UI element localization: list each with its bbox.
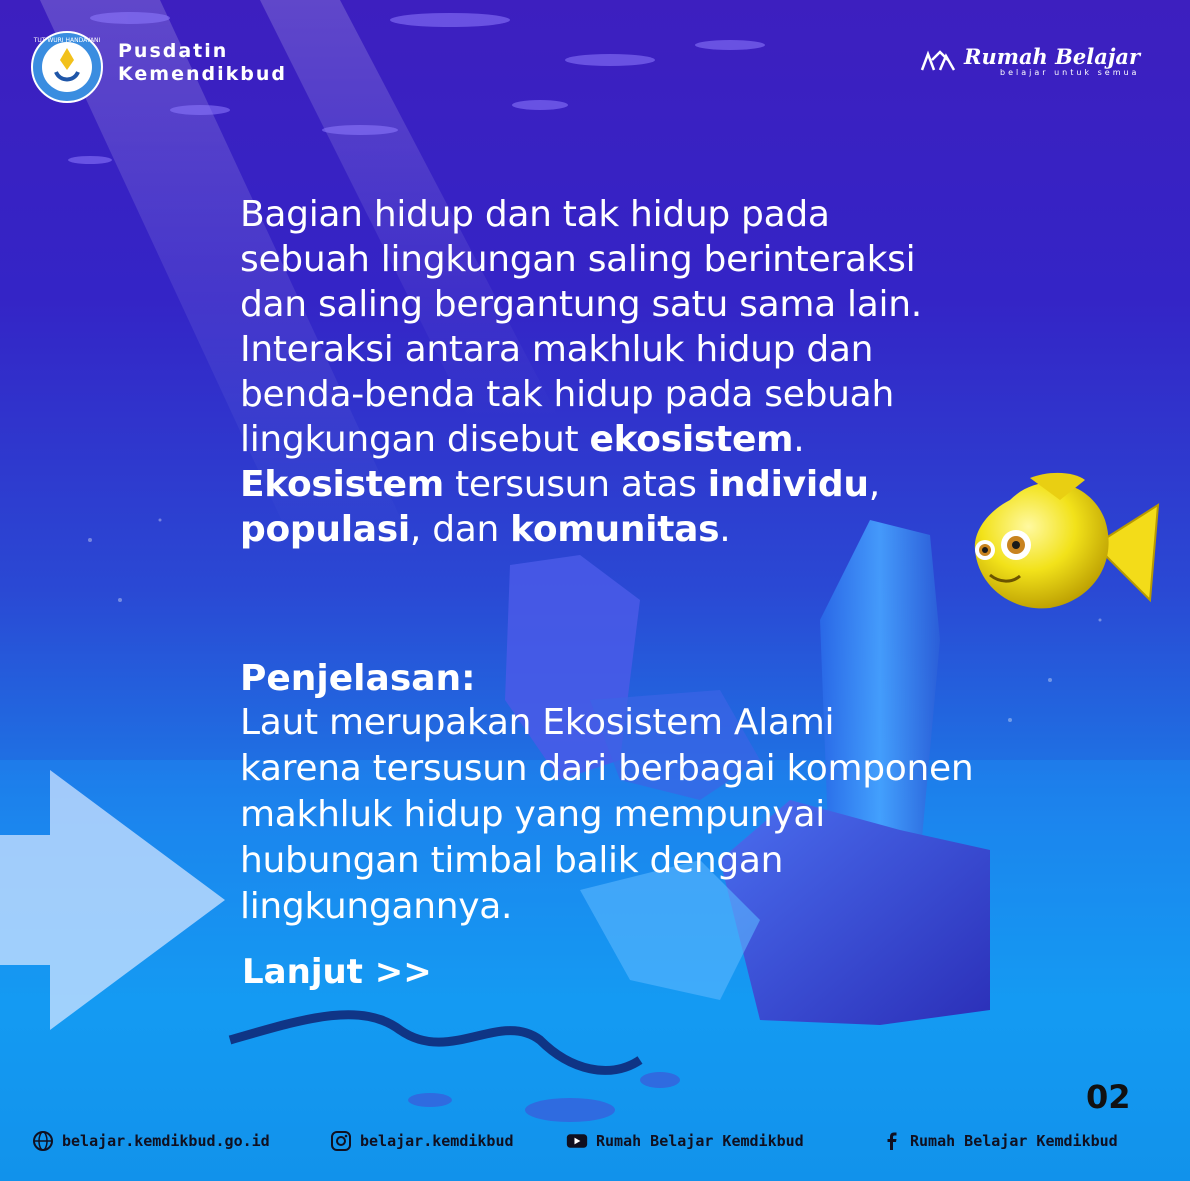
explanation-body: Laut merupakan Ekosistem Alami karena tersusun dari berbagai komponen makhluk hidup yang mempunyai hubungan timbal balik dengan lingkungannya. <box>240 702 974 927</box>
footer-facebook[interactable] <box>880 1130 1118 1152</box>
page-number: 02 <box>1086 1078 1131 1116</box>
paragraph-text: , dan <box>409 509 511 550</box>
paragraph-text: Bagian hidup dan tak hidup pada sebuah lingkungan saling berinteraksi dan saling bergantung satu sama lain. Interaksi antara makhluk hidup dan benda-benda tak hidup pada sebuah lingkungan disebut <box>240 194 922 460</box>
org-name <box>118 40 287 86</box>
paragraph-text: . <box>793 419 805 460</box>
instagram-icon <box>330 1130 352 1152</box>
logo-motto: TUT WURI HANDAYANI <box>33 37 101 44</box>
brand-tagline: belajar untuk semua <box>1000 68 1140 77</box>
website-label: belajar.kemdikbud.go.id <box>62 1132 270 1150</box>
youtube-icon <box>566 1130 588 1152</box>
footer-instagram[interactable] <box>330 1130 514 1152</box>
paragraph-text: . <box>719 509 731 550</box>
keyword-bold: Ekosistem <box>240 464 444 505</box>
globe-icon <box>32 1130 54 1152</box>
paragraph-text: tersusun atas <box>443 464 708 505</box>
keyword-bold: individu <box>707 464 869 505</box>
org-line-1: Pusdatin <box>118 40 229 62</box>
keyword-bold: ekosistem <box>589 419 794 460</box>
footer-website[interactable] <box>32 1130 270 1152</box>
tut-wuri-handayani-logo <box>30 30 104 104</box>
facebook-icon <box>880 1130 902 1152</box>
org-line-2: Kemendikbud <box>118 63 287 85</box>
keyword-bold: komunitas <box>510 509 720 550</box>
explanation-title: Penjelasan: <box>240 658 476 699</box>
keyword-bold: populasi <box>240 509 410 550</box>
facebook-label: Rumah Belajar Kemdikbud <box>910 1132 1118 1150</box>
main-paragraph <box>240 192 1150 552</box>
youtube-label: Rumah Belajar Kemdikbud <box>596 1132 804 1150</box>
instagram-label: belajar.kemdikbud <box>360 1132 514 1150</box>
footer <box>0 1124 1190 1160</box>
rumah-belajar-emblem-icon <box>918 44 958 74</box>
rumah-belajar-logo <box>918 44 1140 77</box>
footer-youtube[interactable] <box>566 1130 804 1152</box>
paragraph-text: , <box>868 464 880 505</box>
header-org <box>30 30 287 104</box>
brand-title: Rumah Belajar <box>964 44 1141 69</box>
next-link[interactable]: Lanjut >> <box>242 952 432 992</box>
